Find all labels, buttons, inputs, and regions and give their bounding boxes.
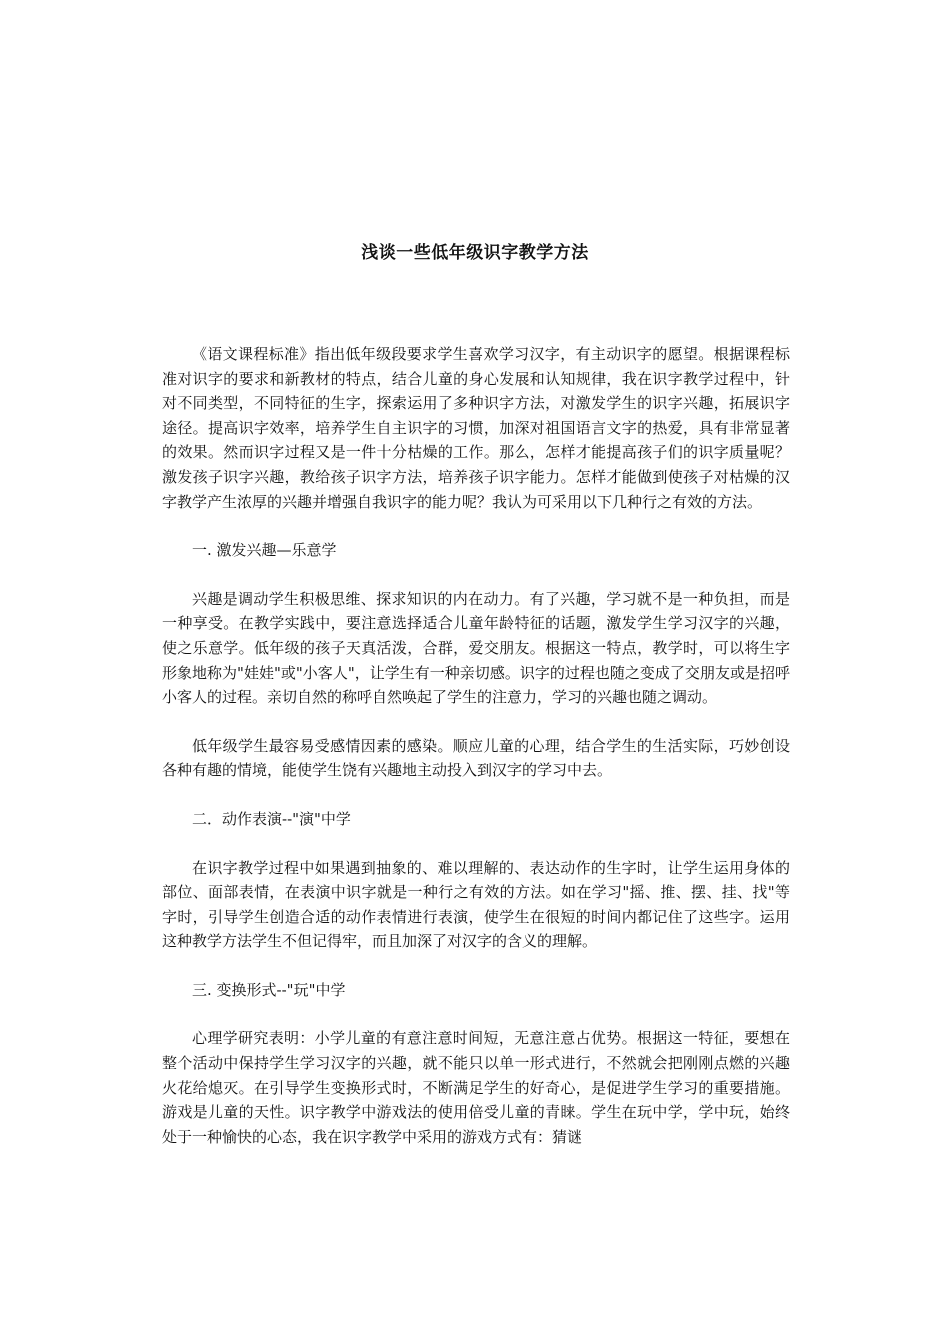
section-heading-1: 一. 激发兴趣—乐意学 <box>192 541 337 560</box>
intro-paragraph: 《语文课程标准》指出低年级段要求学生喜欢学习汉字，有主动识字的愿望。根据课程标准对识字的要求和新教材的特点，结合儿童的身心发展和认知规律，我在识字教学过程中，针对不同类型，不同特征的生字，探索运用了多种识字方法，对激发学生的识字兴趣，拓展识字途径。提高识字效率，培养学生自主识字的习惯，加深对祖国语言文字的热爱，具有非常显著的效果。然而识字过程又是一件十分枯燥的工作。那么，怎样才能提高孩子们的识字质量呢？激发孩子识字兴趣，教给孩子识字方法，培养孩子识字能力。怎样才能做到使孩子对枯燥的汉字教学产生浓厚的兴趣并增强自我识字的能力呢？我认为可采用以下几种行之有效的方法。 <box>162 345 790 511</box>
section-1-paragraph-2: 低年级学生最容易受感情因素的感染。顺应儿童的心理，结合学生的生活实际，巧妙创设各种有趣的情境，能使学生饶有兴趣地主动投入到汉字的学习中去。 <box>162 736 790 780</box>
section-2-paragraph-1: 在识字教学过程中如果遇到抽象的、难以理解的、表达动作的生字时，让学生运用身体的部位、面部表情，在表演中识字就是一种行之有效的方法。如在学习"摇、推、摆、挂、找"等字时，引导学生创造合适的动作表情进行表演，使学生在很短的时间内都记住了这些字。运用这种教学方法学生不但记得牢，而且加深了对汉字的含义的理解。 <box>162 858 790 951</box>
document-body <box>162 342 790 1149</box>
section-heading-3: 三. 变换形式--"玩"中学 <box>192 980 346 999</box>
section-heading-2: 二．动作表演--"演"中学 <box>192 809 351 828</box>
section-3-paragraph-1: 心理学研究表明：小学儿童的有意注意时间短，无意注意占优势。根据这一特征，要想在整个活动中保持学生学习汉字的兴趣，就不能只以单一形式进行，不然就会把刚刚点燃的兴趣火花给熄灭。在引导学生变换形式时，不断满足学生的好奇心，是促进学生学习的重要措施。游戏是儿童的天性。识字教学中游戏法的使用倍受儿童的青睐。学生在玩中学，学中玩，始终处于一种愉快的心态，我在识字教学中采用的游戏方式有：猜谜 <box>162 1029 790 1146</box>
section-1-paragraph-1: 兴趣是调动学生积极思维、探求知识的内在动力。有了兴趣，学习就不是一种负担，而是一种享受。在教学实践中，要注意选择适合儿童年龄特征的话题，激发学生学习汉字的兴趣，使之乐意学。低年级的孩子天真活泼，合群，爱交朋友。根据这一特点，教学时，可以将生字形象地称为"娃娃"或"小客人"，让学生有一种亲切感。识字的过程也随之变成了交朋友或是招呼小客人的过程。亲切自然的称呼自然唤起了学生的注意力，学习的兴趣也随之调动。 <box>162 589 790 707</box>
document-title: 浅谈一些低年级识字教学方法 <box>361 243 589 263</box>
